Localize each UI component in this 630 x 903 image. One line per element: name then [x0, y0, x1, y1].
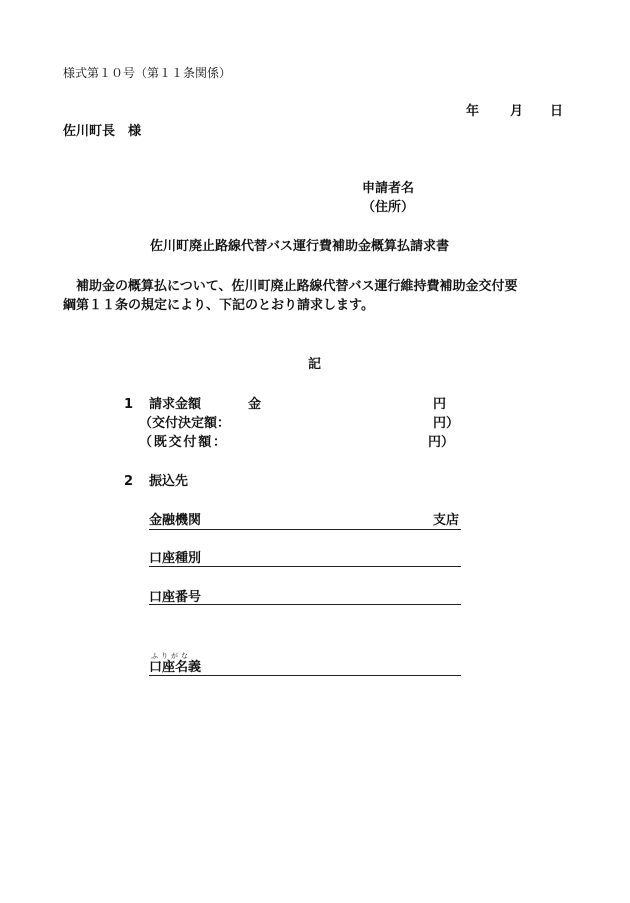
ki-heading: 記	[308, 357, 322, 372]
account-number-underline	[149, 604, 461, 605]
applicant-address-label: （住所）	[362, 200, 415, 215]
account-number-label: 口座番号	[149, 590, 202, 605]
addressee: 佐川町長 様	[63, 124, 142, 139]
applicant-name-label: 申請者名	[362, 181, 415, 196]
item2-label: 振込先	[149, 474, 189, 489]
body-line-2: 綱第１１条の規定により、下記のとおり請求します。	[63, 298, 374, 313]
account-name-ruby: ふりがな	[151, 652, 191, 660]
decided-amount-label: （交付決定額：	[139, 416, 231, 431]
account-name-label: 口座名義	[149, 660, 202, 675]
form-number: 様式第１０号（第１１条関係）	[63, 66, 232, 80]
document-title: 佐川町廃止路線代替バス運行費補助金概算払請求書	[150, 239, 450, 254]
date-month-label: 月	[510, 104, 524, 119]
item2-number: 2	[124, 474, 134, 489]
date-day-label: 日	[550, 104, 564, 119]
paid-amount-label: （既交付額：	[139, 435, 228, 450]
bank-underline	[149, 529, 461, 530]
date-year-label: 年	[466, 104, 480, 119]
bank-label: 金融機関	[149, 513, 202, 528]
decided-amount-close: 円）	[433, 416, 460, 431]
body-line-1: 補助金の概算払について、佐川町廃止路線代替バス運行維持費補助金交付要	[76, 279, 518, 294]
account-type-label: 口座種別	[149, 551, 202, 566]
item1-label: 請求金額	[149, 397, 202, 412]
item1-yen: 円	[433, 397, 447, 412]
account-name-underline	[149, 675, 461, 676]
paid-amount-close: 円）	[428, 435, 455, 450]
branch-label: 支店	[433, 513, 460, 528]
item1-kin: 金	[248, 397, 262, 412]
item1-number: 1	[124, 397, 134, 412]
account-type-underline	[149, 566, 461, 567]
